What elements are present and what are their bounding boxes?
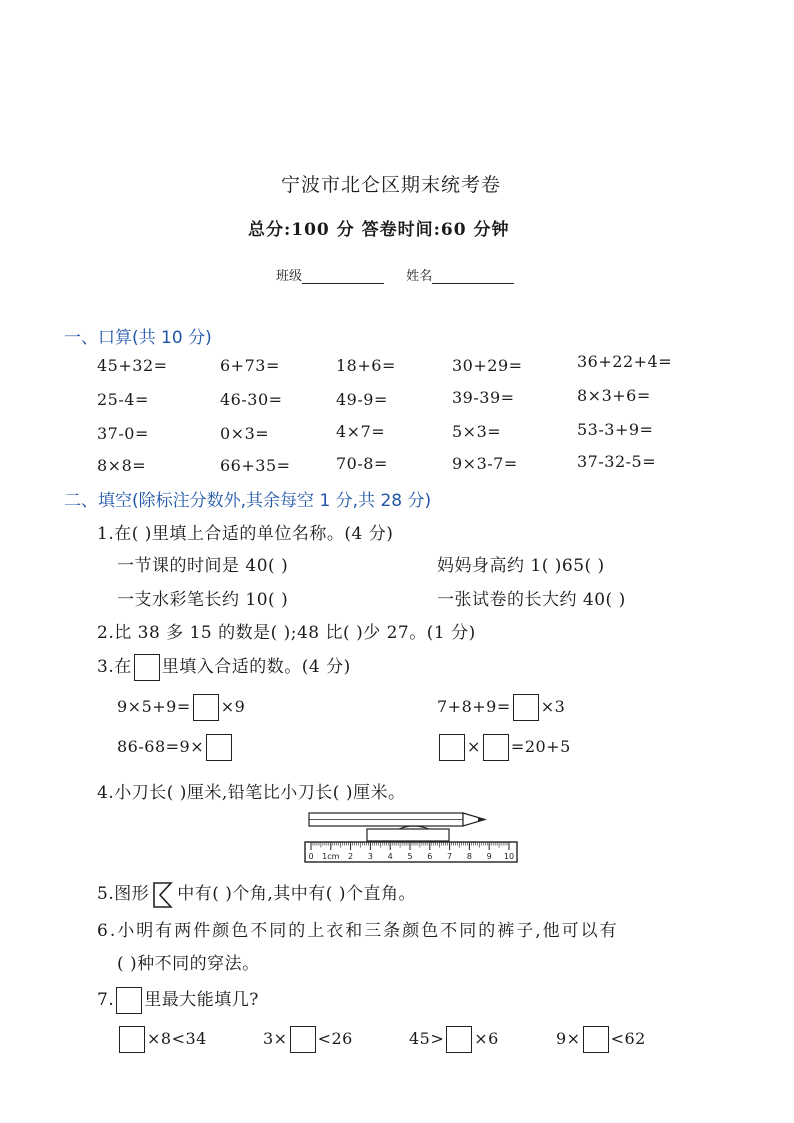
ruler-tick-label: 9 <box>486 852 492 861</box>
calc-item: 0×3= <box>220 424 270 443</box>
calc-item: 8×8= <box>97 456 147 475</box>
section-1-heading: 一、口算(共 10 分) <box>64 328 212 348</box>
q7-item-c <box>409 1026 499 1053</box>
q5-prefix: 5.图形 <box>97 884 150 904</box>
answer-box[interactable] <box>583 1026 609 1053</box>
ruler-icon <box>305 842 517 862</box>
section-2-heading: 二、填空(除标注分数外,其余每空 1 分,共 28 分) <box>64 491 432 511</box>
calc-item: 30+29= <box>452 356 523 375</box>
question-4: 4.小刀长( )厘米,铅笔比小刀长( )厘米。 <box>97 783 406 803</box>
q5-suffix: 中有( )个角,其中有( )个直角。 <box>177 884 416 904</box>
q3-a-left: 9×5+9= <box>117 697 191 716</box>
page-title: 宁波市北仑区期末统考卷 <box>281 174 502 196</box>
q7-item-a <box>117 1026 207 1053</box>
answer-box[interactable] <box>439 734 465 761</box>
calc-item: 66+35= <box>220 456 291 475</box>
q3-item-a <box>117 694 245 721</box>
q3-b-left: 7+8+9= <box>437 697 511 716</box>
q3-prefix: 3.在 <box>97 657 132 677</box>
q1-item-a: 一节课的时间是 40( ) <box>117 556 289 576</box>
calc-item: 46-30= <box>220 390 283 409</box>
ruler-tick-label: 2 <box>348 852 354 861</box>
q3-d-right: =20+5 <box>510 737 571 756</box>
calc-item: 45+32= <box>97 356 168 375</box>
answer-box[interactable] <box>513 694 539 721</box>
q7-b-left: 3× <box>263 1029 288 1048</box>
answer-box[interactable] <box>116 987 142 1014</box>
calc-item: 36+22+4= <box>577 352 673 371</box>
answer-box[interactable] <box>119 1026 145 1053</box>
calc-item: 4×7= <box>336 422 386 441</box>
calc-item: 25-4= <box>97 390 149 409</box>
class-label: 班级 <box>276 269 303 284</box>
q7-c-right: ×6 <box>474 1029 499 1048</box>
q7-suffix: 里最大能填几? <box>144 990 259 1010</box>
pencil-icon <box>309 813 485 826</box>
question-5 <box>97 879 416 909</box>
answer-box[interactable] <box>134 654 160 681</box>
q1-item-c: 一支水彩笔长约 10( ) <box>117 590 289 610</box>
knife-icon <box>367 826 449 841</box>
q7-b-right: <26 <box>317 1029 353 1048</box>
q1-item-b: 妈妈身高约 1( )65( ) <box>437 556 605 576</box>
ruler-tick-label: 7 <box>447 852 453 861</box>
ruler-tick-label: 8 <box>466 852 472 861</box>
question-7 <box>97 985 259 1014</box>
ruler-tick-label: 10 <box>503 852 515 861</box>
class-field <box>276 265 514 284</box>
calc-item: 18+6= <box>336 356 396 375</box>
q3-suffix: 里填入合适的数。(4 分) <box>161 657 351 677</box>
ruler-tick-label: 5 <box>407 852 413 861</box>
ruler-tick-label: 4 <box>387 852 393 861</box>
ruler-tick-label: 1cm <box>322 852 340 861</box>
q3-b-right: ×3 <box>540 697 566 716</box>
calc-item: 37-32-5= <box>577 452 657 471</box>
class-input-line[interactable] <box>302 283 384 284</box>
question-2: 2.比 38 多 15 的数是( );48 比( )少 27。(1 分) <box>97 623 476 643</box>
calc-item: 5×3= <box>452 422 502 441</box>
q7-a-right: ×8<34 <box>147 1029 207 1048</box>
answer-box[interactable] <box>206 734 232 761</box>
calc-item: 37-0= <box>97 424 149 443</box>
q3-d-times: × <box>467 737 481 756</box>
q3-item-d <box>437 734 571 761</box>
calc-item: 70-8= <box>336 454 388 473</box>
q1-item-d: 一张试卷的长大约 40( ) <box>437 590 626 610</box>
q3-item-b <box>437 694 565 721</box>
q7-item-d <box>556 1026 646 1053</box>
question-6: 6.小明有两件颜色不同的上衣和三条颜色不同的裤子,他可以有 <box>97 921 619 941</box>
q7-item-b <box>263 1026 353 1053</box>
answer-box[interactable] <box>483 734 509 761</box>
calc-item: 8×3+6= <box>577 386 651 405</box>
question-6-cont: ( )种不同的穿法。 <box>117 954 260 974</box>
name-input-line[interactable] <box>432 283 514 284</box>
calc-item: 39-39= <box>452 388 515 407</box>
calc-item: 6+73= <box>220 356 280 375</box>
ruler-pencil-figure <box>303 810 523 866</box>
question-1: 1.在( )里填上合适的单位名称。(4 分) <box>97 524 394 544</box>
calc-item: 9×3-7= <box>452 454 518 473</box>
exam-info: 总分:100 分 答卷时间:60 分钟 <box>248 220 510 240</box>
ruler-tick-label: 3 <box>367 852 373 861</box>
angle-shape-icon <box>151 881 175 909</box>
answer-box[interactable] <box>446 1026 472 1053</box>
q7-c-left: 45> <box>409 1029 445 1048</box>
q3-a-right: ×9 <box>220 697 246 716</box>
ruler-tick-label: 0 <box>308 852 314 861</box>
calc-item: 49-9= <box>336 390 388 409</box>
question-3 <box>97 652 351 681</box>
q3-c-left: 86-68=9× <box>117 737 205 756</box>
name-label: 姓名 <box>406 269 433 284</box>
q7-d-right: <62 <box>610 1029 646 1048</box>
answer-box[interactable] <box>193 694 219 721</box>
ruler-tick-label: 6 <box>427 852 433 861</box>
q7-prefix: 7. <box>97 990 115 1010</box>
answer-box[interactable] <box>290 1026 316 1053</box>
q3-item-c <box>117 734 234 761</box>
q7-d-left: 9× <box>556 1029 581 1048</box>
calc-item: 53-3+9= <box>577 420 654 439</box>
